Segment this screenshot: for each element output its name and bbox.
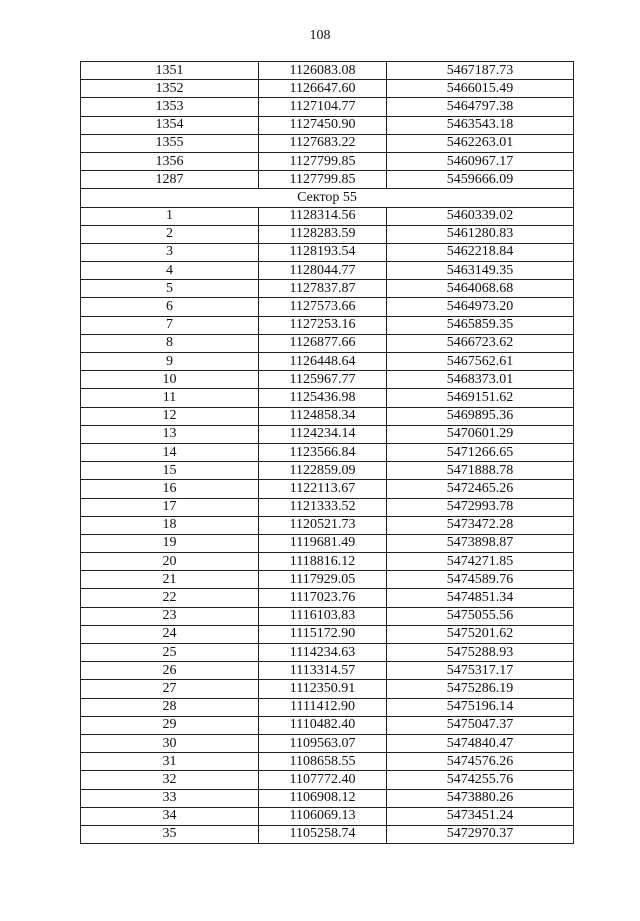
point-number-cell: 1: [81, 207, 259, 225]
table-row: [81, 825, 574, 843]
point-number-cell: 33: [81, 789, 259, 807]
y-coordinate-cell: 5468373.01: [387, 371, 574, 389]
y-coordinate-cell: 5472465.26: [387, 480, 574, 498]
x-coordinate-cell: 1127683.22: [259, 134, 387, 152]
point-number-cell: 5: [81, 280, 259, 298]
point-number-cell: 20: [81, 553, 259, 571]
x-coordinate-cell: 1124858.34: [259, 407, 387, 425]
x-coordinate-cell: 1127837.87: [259, 280, 387, 298]
table-row: [81, 243, 574, 261]
y-coordinate-cell: 5465859.35: [387, 316, 574, 334]
point-number-cell: 10: [81, 371, 259, 389]
page-number: 108: [309, 28, 331, 43]
point-number-cell: 35: [81, 825, 259, 843]
y-coordinate-cell: 5460339.02: [387, 207, 574, 225]
point-number-cell: 7: [81, 316, 259, 334]
x-coordinate-cell: 1121333.52: [259, 498, 387, 516]
x-coordinate-cell: 1111412.90: [259, 698, 387, 716]
point-number-cell: 28: [81, 698, 259, 716]
x-coordinate-cell: 1117929.05: [259, 571, 387, 589]
point-number-cell: 19: [81, 534, 259, 552]
y-coordinate-cell: 5467187.73: [387, 62, 574, 80]
point-number-cell: 8: [81, 334, 259, 352]
point-number-cell: 13: [81, 425, 259, 443]
table-row: [81, 644, 574, 662]
x-coordinate-cell: 1128044.77: [259, 262, 387, 280]
y-coordinate-cell: 5473880.26: [387, 789, 574, 807]
y-coordinate-cell: 5473472.28: [387, 516, 574, 534]
y-coordinate-cell: 5475286.19: [387, 680, 574, 698]
y-coordinate-cell: 5474271.85: [387, 553, 574, 571]
table-row: [81, 353, 574, 371]
y-coordinate-cell: 5475047.37: [387, 716, 574, 734]
x-coordinate-cell: 1126448.64: [259, 353, 387, 371]
table-row: [81, 298, 574, 316]
table-row: [81, 534, 574, 552]
point-number-cell: 17: [81, 498, 259, 516]
point-number-cell: 1354: [81, 116, 259, 134]
point-number-cell: 1287: [81, 171, 259, 189]
table-row: [81, 407, 574, 425]
table-row: [81, 698, 574, 716]
table-row: [81, 334, 574, 352]
x-coordinate-cell: 1112350.91: [259, 680, 387, 698]
x-coordinate-cell: 1116103.83: [259, 607, 387, 625]
table-row: [81, 134, 574, 152]
x-coordinate-cell: 1115172.90: [259, 625, 387, 643]
x-coordinate-cell: 1118816.12: [259, 553, 387, 571]
x-coordinate-cell: 1123566.84: [259, 443, 387, 461]
point-number-cell: 32: [81, 771, 259, 789]
table-row: [81, 571, 574, 589]
coordinates-table-body: [81, 62, 574, 844]
table-row: [81, 734, 574, 752]
table-row: [81, 425, 574, 443]
x-coordinate-cell: 1126647.60: [259, 80, 387, 98]
x-coordinate-cell: 1108658.55: [259, 753, 387, 771]
point-number-cell: 9: [81, 353, 259, 371]
point-number-cell: 1355: [81, 134, 259, 152]
coordinates-table: [80, 61, 574, 844]
table-row: [81, 280, 574, 298]
table-row: [81, 207, 574, 225]
sector-label: Сектор 55: [81, 189, 574, 207]
table-row: [81, 443, 574, 461]
y-coordinate-cell: 5474576.26: [387, 753, 574, 771]
x-coordinate-cell: 1128193.54: [259, 243, 387, 261]
y-coordinate-cell: 5462218.84: [387, 243, 574, 261]
table-row: [81, 498, 574, 516]
y-coordinate-cell: 5472970.37: [387, 825, 574, 843]
x-coordinate-cell: 1127573.66: [259, 298, 387, 316]
x-coordinate-cell: 1127450.90: [259, 116, 387, 134]
point-number-cell: 30: [81, 734, 259, 752]
table-row: [81, 98, 574, 116]
x-coordinate-cell: 1113314.57: [259, 662, 387, 680]
y-coordinate-cell: 5475196.14: [387, 698, 574, 716]
y-coordinate-cell: 5463543.18: [387, 116, 574, 134]
point-number-cell: 16: [81, 480, 259, 498]
point-number-cell: 1352: [81, 80, 259, 98]
y-coordinate-cell: 5461280.83: [387, 225, 574, 243]
x-coordinate-cell: 1127799.85: [259, 171, 387, 189]
point-number-cell: 1351: [81, 62, 259, 80]
sector-header-row: [81, 189, 574, 207]
x-coordinate-cell: 1117023.76: [259, 589, 387, 607]
table-row: [81, 716, 574, 734]
y-coordinate-cell: 5474851.34: [387, 589, 574, 607]
table-row: [81, 462, 574, 480]
y-coordinate-cell: 5474255.76: [387, 771, 574, 789]
x-coordinate-cell: 1125967.77: [259, 371, 387, 389]
table-row: [81, 680, 574, 698]
point-number-cell: 22: [81, 589, 259, 607]
x-coordinate-cell: 1127253.16: [259, 316, 387, 334]
y-coordinate-cell: 5469895.36: [387, 407, 574, 425]
x-coordinate-cell: 1120521.73: [259, 516, 387, 534]
x-coordinate-cell: 1119681.49: [259, 534, 387, 552]
x-coordinate-cell: 1110482.40: [259, 716, 387, 734]
y-coordinate-cell: 5469151.62: [387, 389, 574, 407]
table-row: [81, 807, 574, 825]
table-row: [81, 753, 574, 771]
point-number-cell: 15: [81, 462, 259, 480]
table-row: [81, 262, 574, 280]
point-number-cell: 2: [81, 225, 259, 243]
point-number-cell: 3: [81, 243, 259, 261]
x-coordinate-cell: 1122113.67: [259, 480, 387, 498]
point-number-cell: 6: [81, 298, 259, 316]
x-coordinate-cell: 1122859.09: [259, 462, 387, 480]
x-coordinate-cell: 1105258.74: [259, 825, 387, 843]
y-coordinate-cell: 5470601.29: [387, 425, 574, 443]
point-number-cell: 21: [81, 571, 259, 589]
point-number-cell: 1356: [81, 152, 259, 170]
y-coordinate-cell: 5463149.35: [387, 262, 574, 280]
table-row: [81, 80, 574, 98]
y-coordinate-cell: 5475317.17: [387, 662, 574, 680]
table-row: [81, 516, 574, 534]
y-coordinate-cell: 5466723.62: [387, 334, 574, 352]
x-coordinate-cell: 1127104.77: [259, 98, 387, 116]
y-coordinate-cell: 5459666.09: [387, 171, 574, 189]
x-coordinate-cell: 1125436.98: [259, 389, 387, 407]
table-row: [81, 480, 574, 498]
point-number-cell: 11: [81, 389, 259, 407]
point-number-cell: 24: [81, 625, 259, 643]
point-number-cell: 31: [81, 753, 259, 771]
y-coordinate-cell: 5471888.78: [387, 462, 574, 480]
x-coordinate-cell: 1107772.40: [259, 771, 387, 789]
x-coordinate-cell: 1127799.85: [259, 152, 387, 170]
table-row: [81, 662, 574, 680]
table-row: [81, 389, 574, 407]
table-row: [81, 171, 574, 189]
x-coordinate-cell: 1128314.56: [259, 207, 387, 225]
y-coordinate-cell: 5475055.56: [387, 607, 574, 625]
y-coordinate-cell: 5472993.78: [387, 498, 574, 516]
x-coordinate-cell: 1109563.07: [259, 734, 387, 752]
point-number-cell: 4: [81, 262, 259, 280]
point-number-cell: 18: [81, 516, 259, 534]
table-row: [81, 225, 574, 243]
table-row: [81, 62, 574, 80]
table-row: [81, 607, 574, 625]
x-coordinate-cell: 1106908.12: [259, 789, 387, 807]
y-coordinate-cell: 5464797.38: [387, 98, 574, 116]
table-row: [81, 116, 574, 134]
y-coordinate-cell: 5473451.24: [387, 807, 574, 825]
x-coordinate-cell: 1126083.08: [259, 62, 387, 80]
point-number-cell: 23: [81, 607, 259, 625]
table-row: [81, 625, 574, 643]
point-number-cell: 34: [81, 807, 259, 825]
y-coordinate-cell: 5467562.61: [387, 353, 574, 371]
point-number-cell: 26: [81, 662, 259, 680]
y-coordinate-cell: 5464068.68: [387, 280, 574, 298]
y-coordinate-cell: 5475288.93: [387, 644, 574, 662]
point-number-cell: 14: [81, 443, 259, 461]
table-row: [81, 553, 574, 571]
x-coordinate-cell: 1106069.13: [259, 807, 387, 825]
point-number-cell: 12: [81, 407, 259, 425]
table-row: [81, 371, 574, 389]
y-coordinate-cell: 5475201.62: [387, 625, 574, 643]
table-row: [81, 152, 574, 170]
point-number-cell: 1353: [81, 98, 259, 116]
y-coordinate-cell: 5471266.65: [387, 443, 574, 461]
y-coordinate-cell: 5473898.87: [387, 534, 574, 552]
y-coordinate-cell: 5474840.47: [387, 734, 574, 752]
point-number-cell: 29: [81, 716, 259, 734]
table-row: [81, 589, 574, 607]
x-coordinate-cell: 1114234.63: [259, 644, 387, 662]
x-coordinate-cell: 1128283.59: [259, 225, 387, 243]
point-number-cell: 25: [81, 644, 259, 662]
x-coordinate-cell: 1126877.66: [259, 334, 387, 352]
table-row: [81, 316, 574, 334]
y-coordinate-cell: 5474589.76: [387, 571, 574, 589]
y-coordinate-cell: 5460967.17: [387, 152, 574, 170]
table-row: [81, 771, 574, 789]
y-coordinate-cell: 5464973.20: [387, 298, 574, 316]
x-coordinate-cell: 1124234.14: [259, 425, 387, 443]
point-number-cell: 27: [81, 680, 259, 698]
table-row: [81, 789, 574, 807]
y-coordinate-cell: 5462263.01: [387, 134, 574, 152]
y-coordinate-cell: 5466015.49: [387, 80, 574, 98]
